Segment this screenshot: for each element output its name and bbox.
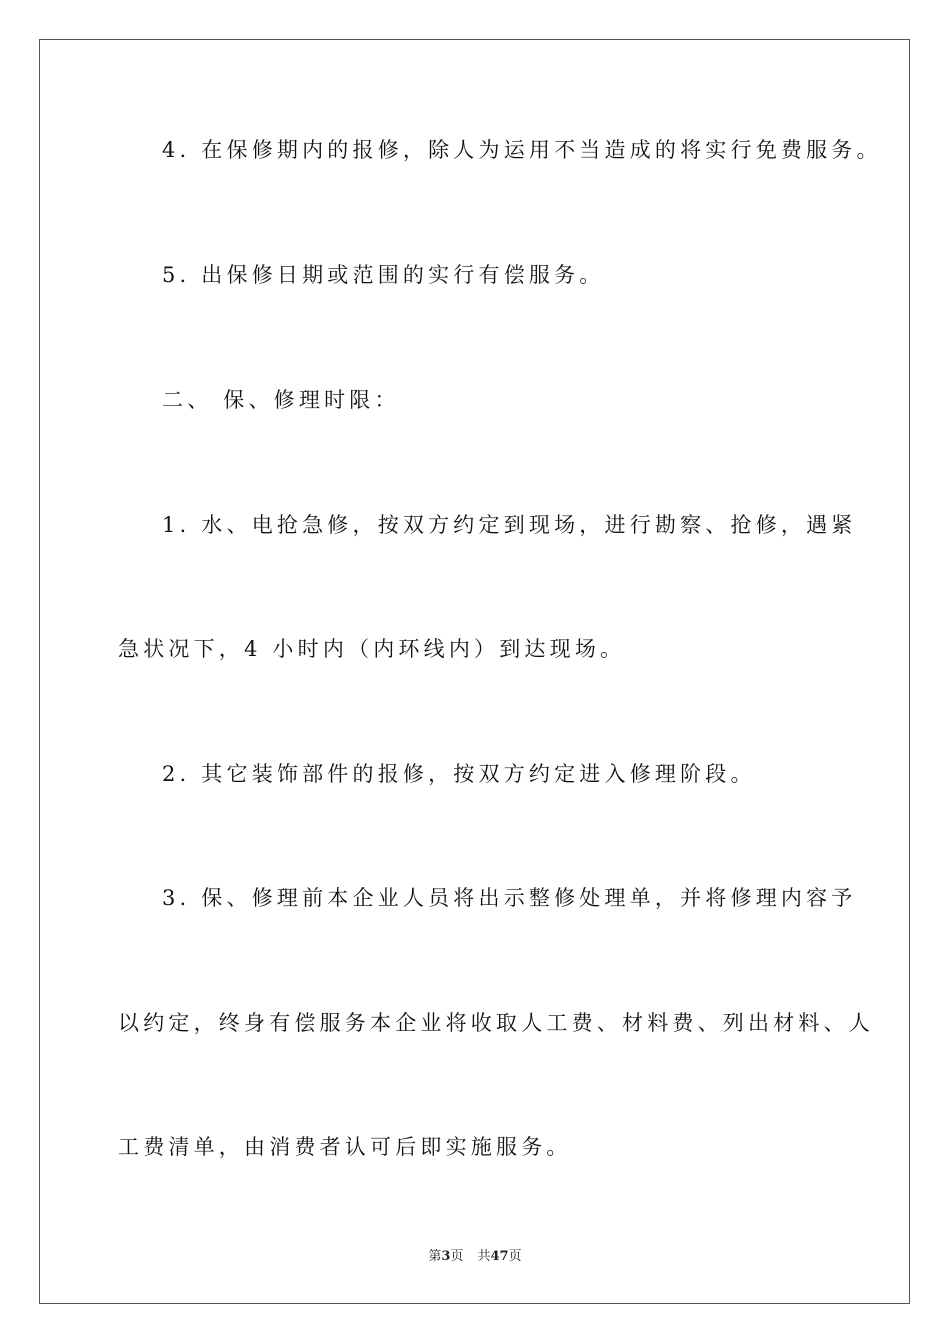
footer-total-suffix: 页 (508, 1249, 522, 1264)
footer-total-pages: 47 (490, 1249, 509, 1264)
paragraph-line: 2. 其它装饰部件的报修，按双方约定进入修理阶段。 (162, 762, 756, 786)
paragraph-line: 急状况下，4 小时内（内环线内）到达现场。 (118, 637, 626, 661)
paragraph-line: 1. 水、电抢急修，按双方约定到现场，进行勘察、抢修，遇紧 (162, 513, 857, 537)
footer-page-suffix: 页 (450, 1249, 464, 1264)
footer-total-prefix: 共 (477, 1249, 491, 1264)
footer-page-prefix: 第 (428, 1249, 442, 1264)
paragraph-line: 3. 保、修理前本企业人员将出示整修处理单，并将修理内容予 (162, 886, 857, 910)
page-footer (0, 1249, 950, 1265)
section-heading: 二、 保、修理时限： (162, 388, 400, 412)
footer-page-number: 3 (441, 1249, 451, 1264)
page-border (39, 39, 910, 1304)
paragraph-line: 以约定，终身有偿服务本企业将收取人工费、材料费、列出材料、人 (118, 1011, 874, 1035)
paragraph-line: 5. 出保修日期或范围的实行有偿服务。 (162, 263, 605, 287)
paragraph-line: 4. 在保修期内的报修，除人为运用不当造成的将实行免费服务。 (162, 138, 882, 162)
paragraph-line: 工费清单，由消费者认可后即实施服务。 (118, 1135, 572, 1159)
